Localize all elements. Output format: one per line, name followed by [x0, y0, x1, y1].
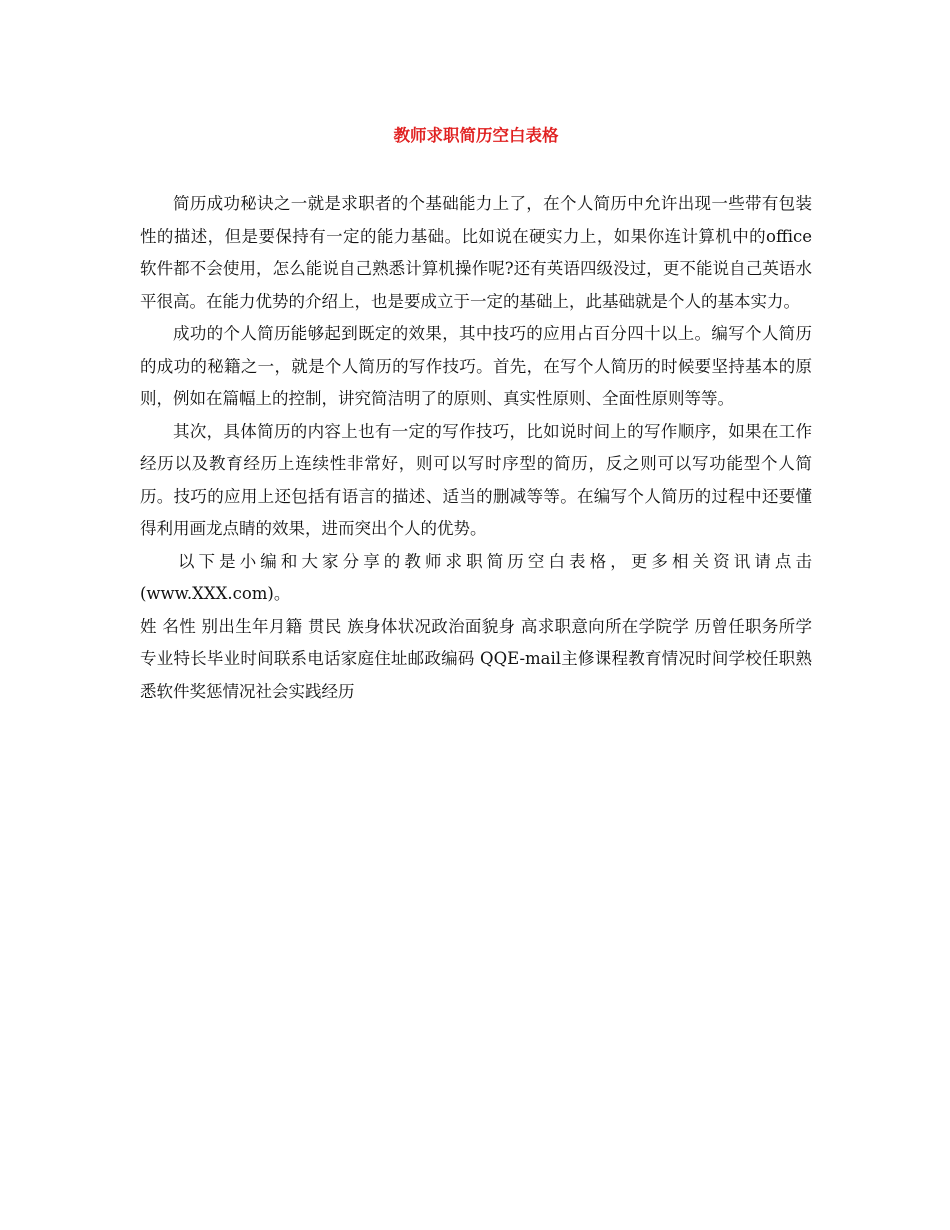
body-paragraph-2: 成功的个人简历能够起到既定的效果，其中技巧的应用占百分四十以上。编写个人简历的成功的秘籍之一，就是个人简历的写作技巧。首先，在写个人简历的时候要坚持基本的原则，例如在篇幅上的控制，讲究简洁明了的原则、真实性原则、全面性原则等等。	[140, 324, 812, 408]
body-paragraph-1: 简历成功秘诀之一就是求职者的个基础能力上了，在个人简历中允许出现一些带有包装性的描述，但是要保持有一定的能力基础。比如说在硬实力上，如果你连计算机中的office软件都不会使用，怎么能说自己熟悉计算机操作呢?还有英语四级没过，更不能说自己英语水平很高。在能力优势的介绍上，也是要成立于一定的基础上，此基础就是个人的基本实力。	[140, 194, 812, 311]
document-page	[140, 120, 812, 708]
document-title: 教师求职简历空白表格	[393, 126, 559, 145]
body-paragraph-3: 其次，具体简历的内容上也有一定的写作技巧，比如说时间上的写作顺序，如果在工作经历以及教育经历上连续性非常好，则可以写时序型的简历，反之则可以写功能型个人简历。技巧的应用上还包括有语言的描述、适当的删减等等。在编写个人简历的过程中还要懂得利用画龙点睛的效果，进而突出个人的优势。	[140, 421, 812, 538]
resume-form-fields: 姓 名性 别出生年月籍 贯民 族身体状况政治面貌身 高求职意向所在学院学 历曾任职务所学专业特长毕业时间联系电话家庭住址邮政编码 QQE-mail主修课程教育情况时间学校任职熟悉软件奖惩情况社会实践经历	[140, 616, 812, 701]
share-paragraph: 以下是小编和大家分享的教师求职简历空白表格，更多相关资讯请点击(www.XXX.com)。	[140, 551, 812, 603]
